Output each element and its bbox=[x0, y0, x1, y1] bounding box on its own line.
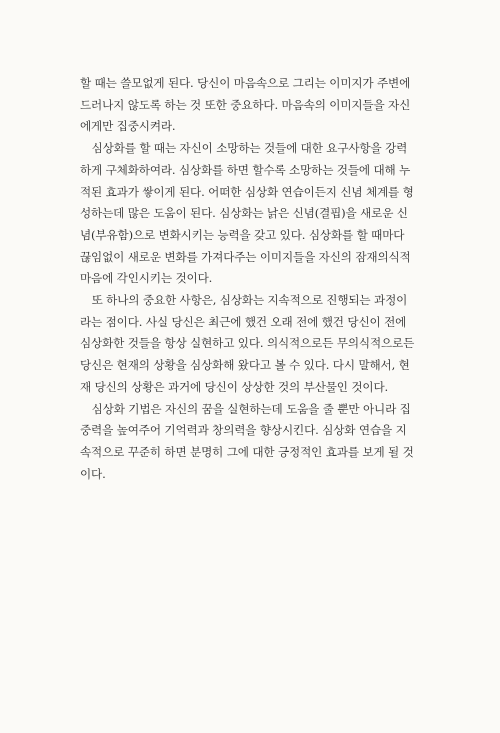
text-line: 마음에 각인시키는 것이다. bbox=[80, 271, 213, 286]
text-line: 속적으로 꾸준히 하면 분명히 그에 대한 긍정적인 효과를 보게 될 것 bbox=[80, 444, 414, 459]
text-line: 심상화 기법은 자신의 꿈을 실현하는데 도움을 줄 뿐만 아니라 집 bbox=[91, 401, 411, 416]
text-line: 이다. bbox=[80, 466, 106, 481]
body-text bbox=[80, 73, 425, 485]
paragraph-3 bbox=[80, 290, 425, 399]
paragraph-1 bbox=[80, 73, 425, 138]
text-line: 적된 효과가 쌓이게 된다. 어떠한 심상화 연습이든지 신념 체계를 형 bbox=[80, 184, 414, 199]
text-line: 념(부유함)으로 변화시키는 능력을 갖고 있다. 심상화를 할 때마다 bbox=[80, 227, 405, 242]
text-line: 성하는데 많은 도움이 된다. 심상화는 낡은 신념(결핍)을 새로운 신 bbox=[80, 206, 408, 221]
text-line: 중력을 높여주어 기억력과 창의력을 향상시킨다. 심상화 연습을 지 bbox=[80, 423, 407, 438]
text-line: 또 하나의 중요한 사항은, 심상화는 지속적으로 진행되는 과정이 bbox=[91, 293, 408, 308]
text-line: 하게 구체화하여라. 심상화를 하면 할수록 소망하는 것들에 대해 누 bbox=[80, 162, 411, 177]
text-line: 끊임없이 새로운 변화를 가져다주는 이미지들을 자신의 잠재의식적 bbox=[80, 249, 411, 264]
text-line: 당신은 현재의 상황을 심상화해 왔다고 볼 수 있다. 다시 말해서, 현 bbox=[80, 358, 410, 373]
text-line: 에게만 집중시켜라. bbox=[80, 119, 176, 134]
text-line: 할 때는 쓸모없게 된다. 당신이 마음속으로 그리는 이미지가 주변에 bbox=[80, 76, 411, 90]
text-line: 라는 점이다. 사실 당신은 최근에 했건 오래 전에 했건 당신이 전에 bbox=[80, 314, 407, 329]
paragraph-2 bbox=[80, 138, 425, 290]
text-line: 드러나지 않도록 하는 것 또한 중요하다. 마음속의 이미지들을 자신 bbox=[80, 97, 411, 112]
text-line: 심상화한 것들을 항상 실현하고 있다. 의식적으로든 무의식적으로든 bbox=[80, 336, 415, 351]
text-line: 심상화를 할 때는 자신이 소망하는 것들에 대한 요구사항을 강력 bbox=[91, 141, 408, 156]
text-line: 재 당신의 상황은 과거에 당신이 상상한 것의 부산물인 것이다. bbox=[80, 379, 389, 394]
paragraph-4 bbox=[80, 399, 425, 486]
